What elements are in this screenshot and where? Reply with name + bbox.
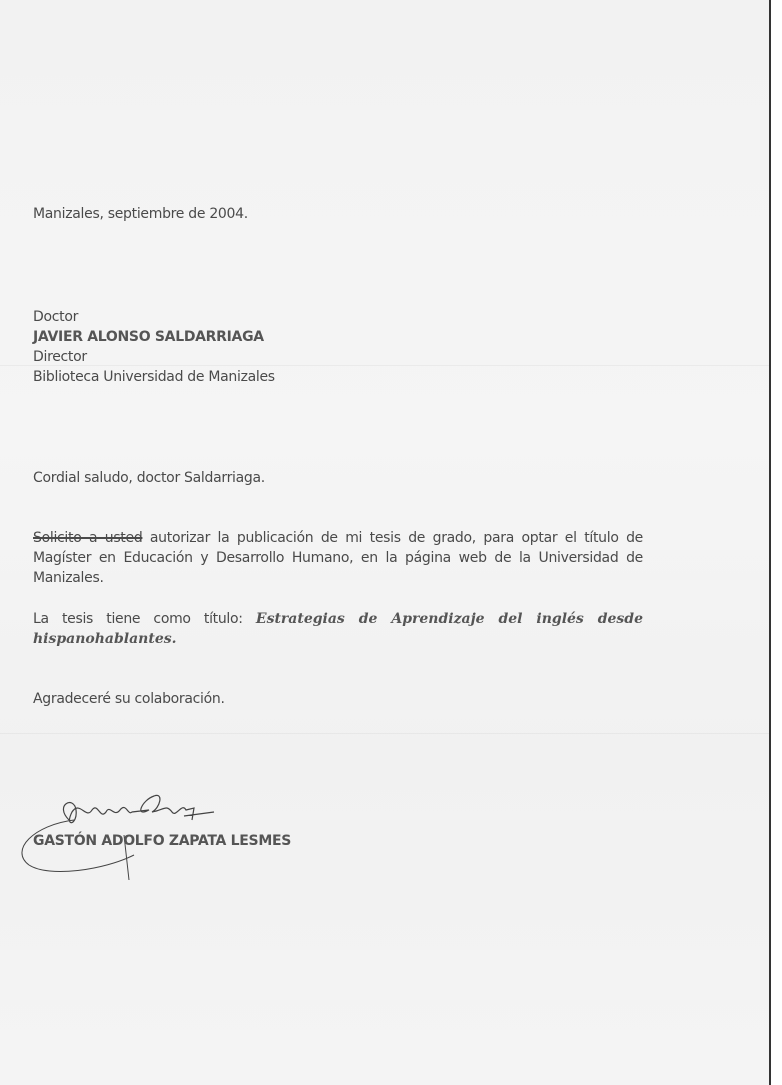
request-text: autorizar la publicación de mi tesis de grado, para optar el título de Magíster en Educación y Desarrollo Humano, en la página web de la Universidad de Manizales. bbox=[33, 530, 643, 586]
thesis-paragraph bbox=[33, 609, 643, 649]
recipient-title: Doctor bbox=[33, 309, 79, 325]
closing: Agradeceré su colaboración. bbox=[33, 691, 225, 707]
recipient-position: Director bbox=[33, 349, 87, 365]
fold-line bbox=[0, 365, 769, 366]
fold-line bbox=[0, 733, 769, 734]
thesis-title: Estrategias de Aprendizaje del inglés desde hispanohablantes. bbox=[33, 611, 643, 647]
recipient-name: JAVIER ALONSO SALDARRIAGA bbox=[33, 329, 264, 345]
request-paragraph bbox=[33, 528, 643, 588]
signatory-name: GASTÓN ADOLFO ZAPATA LESMES bbox=[33, 833, 291, 849]
scan-margin bbox=[771, 0, 782, 1085]
place-date: Manizales, septiembre de 2004. bbox=[33, 206, 248, 222]
recipient-institution: Biblioteca Universidad de Manizales bbox=[33, 369, 275, 385]
thesis-intro: La tesis tiene como título: bbox=[33, 611, 256, 627]
struck-text: Solicito a usted bbox=[33, 530, 143, 546]
greeting: Cordial saludo, doctor Saldarriaga. bbox=[33, 470, 265, 486]
